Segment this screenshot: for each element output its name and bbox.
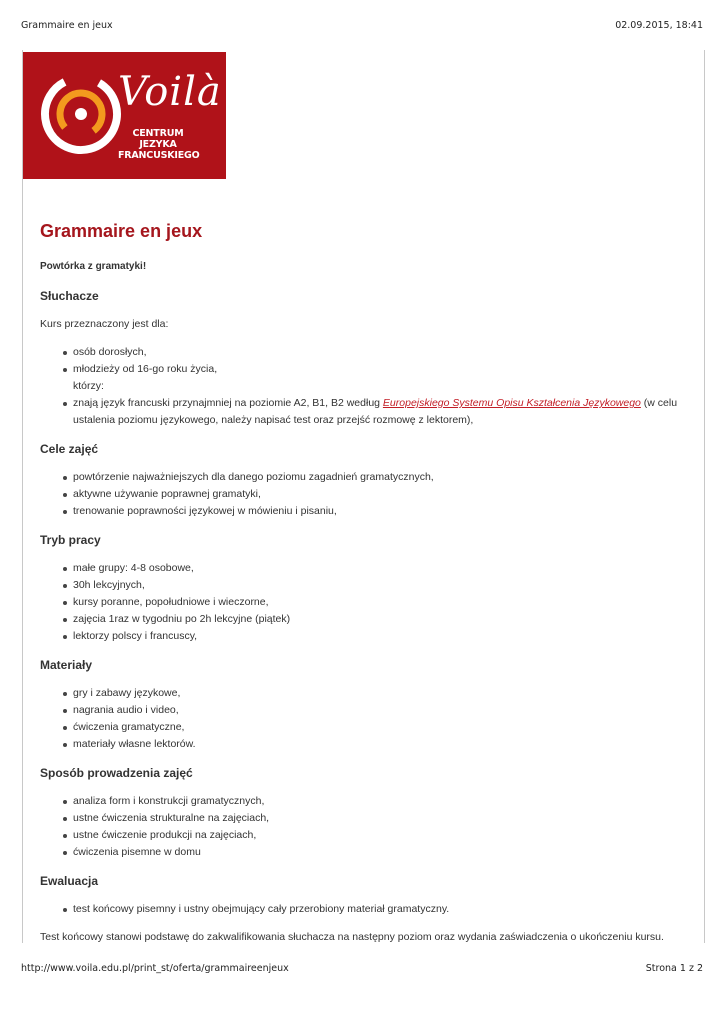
section-heading-materialy: Materiały xyxy=(40,658,93,672)
logo-wordmark xyxy=(118,69,222,115)
list-item: powtórzenie najważniejszych dla danego poziomu zagadnień gramatycznych, xyxy=(73,469,680,486)
list-item: ćwiczenia gramatyczne, xyxy=(73,719,680,736)
sposob-list xyxy=(40,793,680,861)
ewaluacja-note: Test końcowy stanowi podstawę do zakwalifikowania słuchacza na następny poziom oraz wydania zaświadczenia o ukończeniu kursu. xyxy=(40,931,664,943)
list-item: którzy: xyxy=(73,380,104,392)
cefr-link[interactable]: Europejskiego Systemu Opisu Kształcenia Językowego xyxy=(382,397,641,409)
sluchacze-intro: Kurs przeznaczony jest dla: xyxy=(40,318,169,330)
section-heading-sluchacze: Słuchacze xyxy=(40,289,99,303)
ewaluacja-list xyxy=(40,901,680,918)
print-url: http://www.voila.edu.pl/print_st/oferta/grammaireenjeux xyxy=(21,963,289,974)
logo-name: Voilà xyxy=(118,69,222,115)
tryb-list xyxy=(40,560,680,645)
list-item: gry i zabawy językowe, xyxy=(73,685,680,702)
list-item: 30h lekcyjnych, xyxy=(73,577,680,594)
print-header xyxy=(21,20,703,31)
sluchacze-list xyxy=(40,344,680,429)
list-item: materiały własne lektorów. xyxy=(73,736,680,753)
list-item: osób dorosłych, xyxy=(73,344,680,361)
logo[interactable] xyxy=(23,52,226,179)
materialy-list xyxy=(40,685,680,753)
list-item-text: (w celu ustalenia poziomu językowego, należy napisać test oraz przejść rozmowę z lektorem), xyxy=(73,397,678,426)
print-page-number: Strona 1 z 2 xyxy=(645,963,703,974)
list-item: ustne ćwiczenia strukturalne na zajęciach, xyxy=(73,810,680,827)
list-item: kursy poranne, popołudniowe i wieczorne, xyxy=(73,594,680,611)
list-item: ćwiczenia pisemne w domu xyxy=(73,844,680,861)
section-heading-sposob: Sposób prowadzenia zajęć xyxy=(40,766,193,780)
list-item xyxy=(73,395,680,429)
list-item: test końcowy pisemny i ustny obejmujący cały przerobiony materiał gramatyczny. xyxy=(73,901,680,918)
print-datetime: 02.09.2015, 18:41 xyxy=(615,20,703,31)
print-title: Grammaire en jeux xyxy=(21,20,113,31)
section-heading-cele: Cele zajęć xyxy=(40,442,99,456)
lead-text: Powtórka z gramatyki! xyxy=(40,261,147,272)
logo-subtitle-line1: CENTRUM JEZYKA xyxy=(132,128,184,150)
print-footer xyxy=(21,963,703,974)
list-item: małe grupy: 4-8 osobowe, xyxy=(73,560,680,577)
list-item: nagrania audio i video, xyxy=(73,702,680,719)
list-item: młodzieży od 16-go roku życia, xyxy=(73,361,680,378)
list-item: lektorzy polscy i francuscy, xyxy=(73,628,680,645)
section-heading-tryb: Tryb pracy xyxy=(40,533,101,547)
logo-subtitle-line2: FRANCUSKIEGO xyxy=(118,150,200,161)
list-item: ustne ćwiczenie produkcji na zajęciach, xyxy=(73,827,680,844)
section-heading-ewaluacja: Ewaluacja xyxy=(40,874,99,888)
page-title: Grammaire en jeux xyxy=(40,221,203,241)
cele-list xyxy=(40,469,680,520)
list-item: zajęcia 1raz w tygodniu po 2h lekcyjne (piątek) xyxy=(73,611,680,628)
list-item: analiza form i konstrukcji gramatycznych, xyxy=(73,793,680,810)
logo-subtitle xyxy=(118,128,198,161)
list-item: aktywne używanie poprawnej gramatyki, xyxy=(73,486,680,503)
article xyxy=(40,218,680,957)
list-item-text: znają język francuski przynajmniej na poziomie A2, B1, B2 według xyxy=(73,397,383,409)
list-item: trenowanie poprawności językowej w mówieniu i pisaniu, xyxy=(73,503,680,520)
